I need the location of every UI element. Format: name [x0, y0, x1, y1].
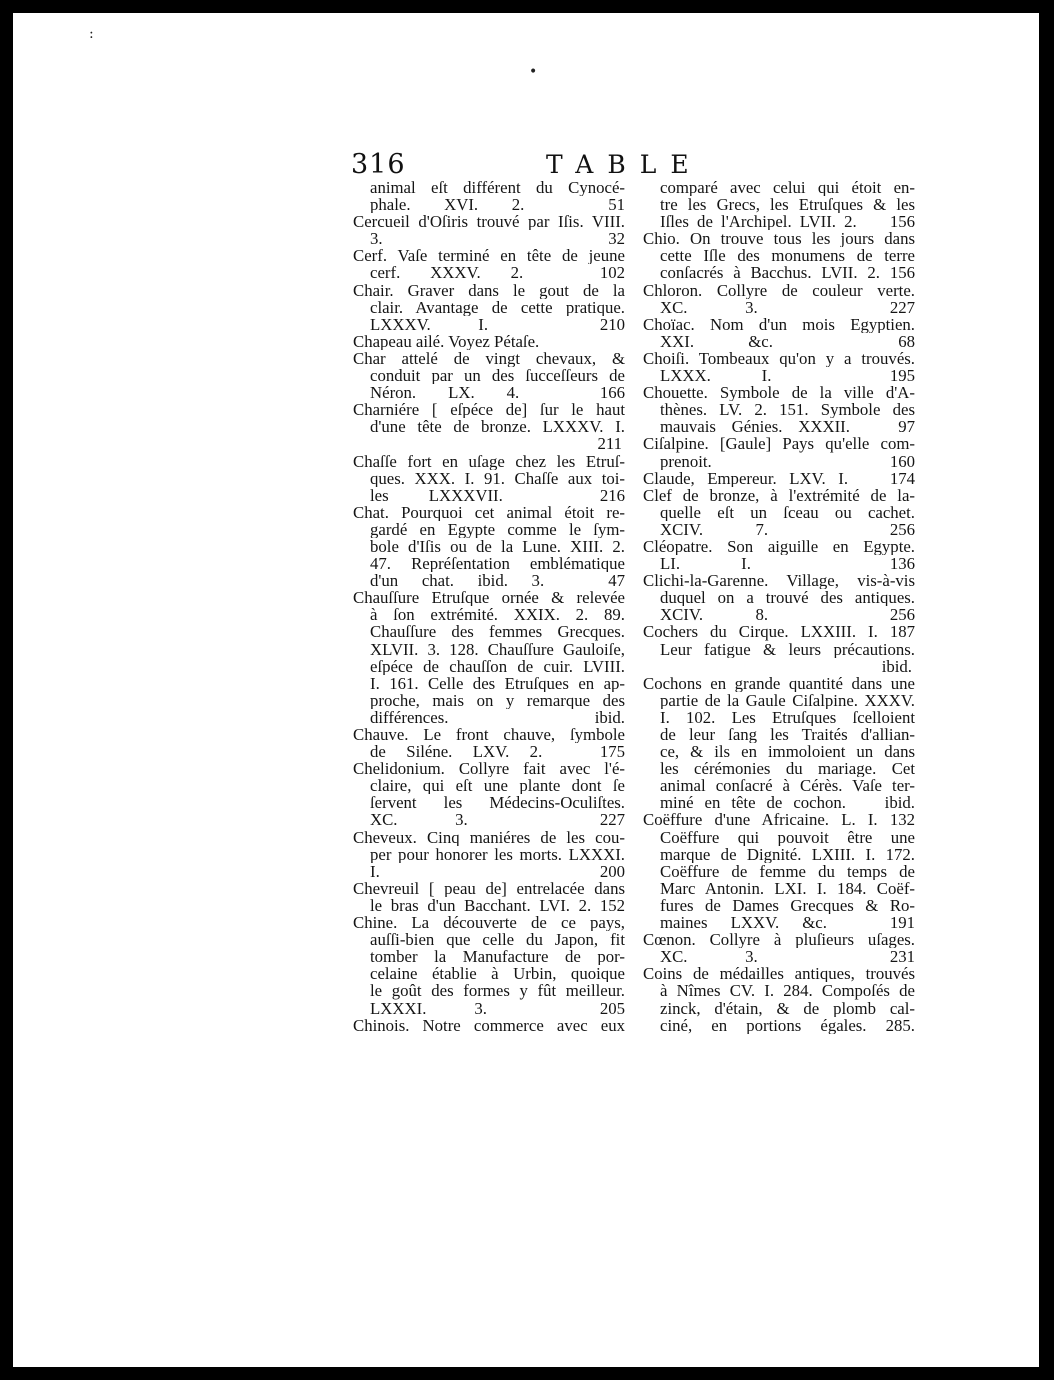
index-continuation-line — [353, 316, 625, 333]
index-entry-line — [643, 487, 915, 504]
index-line-text: duquel on a trouvé des antiques. — [660, 589, 915, 607]
index-line-text: mauvais Génies. XXXII. 97 — [660, 418, 915, 436]
index-continuation-line — [353, 982, 625, 999]
index-line-text: miné en tête de cochon. ibid. — [660, 794, 915, 812]
index-continuation-line — [353, 897, 625, 914]
index-line-text: Cœnon. Collyre à pluſieurs uſages. — [643, 931, 915, 949]
index-line-text: LXXX. I. 195 — [660, 367, 915, 385]
index-continuation-line — [643, 641, 915, 658]
index-continuation-line — [643, 1000, 915, 1017]
index-entry-line — [353, 333, 625, 350]
index-line-text: prenoit. 160 — [660, 452, 915, 470]
index-continuation-line — [643, 213, 915, 230]
index-continuation-line — [353, 709, 625, 726]
index-line-text: d'une tête de bronze. LXXXV. I. — [370, 418, 625, 436]
index-line-text: XCIV. 7. 256 — [660, 520, 915, 538]
index-line-text: Choiſi. Tombeaux qu'on y a trouvés. — [643, 349, 915, 368]
index-entry-line — [353, 350, 625, 367]
index-line-text: Chauſſure des femmes Grecques. — [370, 623, 625, 641]
running-head: TABLE — [546, 150, 703, 179]
index-line-text: ſervent les Médecins-Oculiſtes. — [370, 794, 625, 812]
index-line-text: celaine établie à Urbin, quoique — [370, 965, 625, 983]
index-column-right — [643, 179, 915, 1034]
index-line-text: animal eſt différent du Cynocé- — [370, 179, 625, 197]
index-continuation-line — [643, 401, 915, 418]
index-continuation-line — [643, 658, 915, 675]
margin-dot: • — [529, 64, 538, 80]
index-line-text: Ciſalpine. [Gaule] Pays qu'elle com- — [643, 435, 915, 453]
index-entry-line — [353, 589, 625, 606]
index-line-text: ibid. — [881, 657, 912, 675]
index-line-text: différences. ibid. — [370, 708, 625, 726]
index-continuation-line — [643, 521, 915, 538]
index-line-text: ques. XXX. I. 91. Chaſſe aux toi- — [370, 469, 625, 487]
index-entry-line — [353, 829, 625, 846]
index-line-text: cerf. XXXV. 2. 102 — [370, 264, 625, 282]
index-continuation-line — [643, 264, 915, 281]
index-line-text: zinck, d'étain, & de plomb cal- — [660, 999, 915, 1017]
index-line-text: Cochers du Cirque. LXXIII. I. 187 — [643, 623, 915, 641]
index-entry-line — [643, 384, 915, 401]
index-continuation-line — [353, 794, 625, 811]
index-line-text: le goût des formes y fût meilleur. — [370, 982, 625, 1000]
index-continuation-line — [353, 196, 625, 213]
index-continuation-line — [643, 247, 915, 264]
index-line-text: Chevreuil [ peau de] entrelacée dans — [353, 879, 625, 897]
index-line-text: bole d'Iſis ou de la Lune. XIII. 2. — [370, 537, 625, 556]
index-entry-line — [353, 453, 625, 470]
index-line-text: Leur fatigue & leurs précautions. — [660, 640, 915, 658]
index-line-text: 47. Repréſentation emblématique — [370, 555, 625, 573]
index-line-text: quelle eſt un ſceau ou cachet. — [660, 503, 915, 521]
index-continuation-line — [353, 965, 625, 982]
index-entry-line — [353, 504, 625, 521]
index-line-text: proche, mais on y remarque des — [370, 691, 625, 709]
index-line-text: Chloron. Collyre de couleur verte. — [643, 281, 915, 299]
index-entry-line — [643, 572, 915, 589]
index-entry-line — [643, 230, 915, 247]
index-continuation-line — [353, 931, 625, 948]
index-continuation-line — [353, 1000, 625, 1017]
index-line-text: LXXXV. I. 210 — [370, 315, 625, 333]
index-line-text: de leur ſang les Traités d'allian- — [660, 726, 915, 744]
index-line-text: 3. 32 — [370, 230, 625, 248]
index-entry-line — [643, 470, 915, 487]
index-line-text: I. 200 — [370, 862, 625, 880]
index-continuation-line — [643, 914, 915, 931]
index-line-text: Chouette. Symbole de la ville d'A- — [643, 384, 915, 402]
index-continuation-line — [353, 179, 625, 196]
index-continuation-line — [643, 555, 915, 572]
index-line-text: marque de Dignité. LXIII. I. 172. — [660, 845, 915, 863]
index-line-text: Coëffure d'une Africaine. L. I. 132 — [643, 811, 915, 829]
index-line-text: animal conſacré à Cérès. Vaſe ter- — [660, 777, 915, 795]
index-continuation-line — [643, 367, 915, 384]
index-continuation-line — [643, 982, 915, 999]
index-entry-line — [643, 675, 915, 692]
index-line-text: Cercueil d'Oſiris trouvé par Iſis. VIII. — [353, 213, 625, 231]
index-continuation-line — [353, 743, 625, 760]
index-entry-line — [643, 931, 915, 948]
book-page — [13, 13, 1039, 1367]
index-continuation-line — [643, 179, 915, 196]
index-line-text: XCIV. 8. 256 — [660, 606, 915, 624]
index-continuation-line — [353, 692, 625, 709]
index-continuation-line — [353, 487, 625, 504]
index-line-text: conſacrés à Bacchus. LVII. 2. 156 — [660, 264, 915, 282]
index-continuation-line — [353, 846, 625, 863]
index-entry-line — [643, 538, 915, 555]
index-line-text: XLVII. 3. 128. Chauſſure Gauloiſe, — [370, 640, 625, 658]
index-continuation-line — [353, 777, 625, 794]
index-line-text: Claude, Empereur. LXV. I. 174 — [643, 469, 915, 487]
index-line-text: Chapeau ailé. Voyez Pétaſe. — [353, 332, 540, 350]
index-line-text: Cléopatre. Son aiguille en Egypte. — [643, 537, 915, 556]
index-line-text: Chinois. Notre commerce avec eux — [353, 1016, 625, 1034]
index-line-text: Clichi-la-Garenne. Village, vis-à-vis — [643, 572, 915, 590]
index-entry-line — [353, 213, 625, 230]
index-line-text: Chair. Graver dans le gout de la — [353, 281, 625, 299]
index-line-text: conduit par un des ſucceſſeurs de — [370, 367, 625, 385]
index-continuation-line — [353, 811, 625, 828]
index-entry-line — [353, 914, 625, 931]
index-continuation-line — [643, 880, 915, 897]
index-entry-line — [353, 760, 625, 777]
index-continuation-line — [353, 658, 625, 675]
index-line-text: XC. 3. 231 — [660, 948, 915, 966]
index-continuation-line — [353, 470, 625, 487]
index-line-text: Iſles de l'Archipel. LVII. 2. 156 — [660, 213, 915, 231]
index-line-text: fures de Dames Grecques & Ro- — [660, 896, 915, 915]
index-line-text: à ſon extrémité. XXIX. 2. 89. — [370, 606, 625, 624]
index-entry-line — [643, 350, 915, 367]
index-continuation-line — [353, 555, 625, 572]
index-continuation-line — [353, 572, 625, 589]
index-line-text: LXXXI. 3. 205 — [370, 999, 625, 1017]
index-line-text: gardé en Egypte comme le ſym- — [370, 520, 625, 538]
index-continuation-line — [643, 846, 915, 863]
index-continuation-line — [353, 948, 625, 965]
index-entry-line — [353, 282, 625, 299]
index-line-text: Cerf. Vaſe terminé en tête de jeune — [353, 247, 625, 265]
index-continuation-line — [643, 606, 915, 623]
index-continuation-line — [643, 299, 915, 316]
index-entry-line — [643, 811, 915, 828]
index-continuation-line — [643, 196, 915, 213]
index-line-text: tomber la Manufacture de por- — [370, 948, 625, 966]
index-continuation-line — [353, 606, 625, 623]
index-continuation-line — [643, 453, 915, 470]
index-line-text: les cérémonies du mariage. Cet — [660, 760, 915, 778]
index-line-text: Coins de médailles antiques, trouvés — [643, 965, 915, 983]
index-line-text: Chine. La découverte de ce pays, — [353, 914, 625, 932]
index-line-text: les LXXXVII. 216 — [370, 486, 625, 504]
index-continuation-line — [643, 794, 915, 811]
index-line-text: Chat. Pourquoi cet animal étoit re- — [353, 503, 625, 521]
index-line-text: Chio. On trouve tous les jours dans — [643, 230, 915, 248]
index-entry-line — [643, 965, 915, 982]
index-line-text: Clef de bronze, à l'extrémité de la- — [643, 486, 915, 504]
index-continuation-line — [353, 538, 625, 555]
index-continuation-line — [353, 230, 625, 247]
index-line-text: Cheveux. Cinq maniéres de les cou- — [353, 828, 625, 846]
index-entry-line — [353, 726, 625, 743]
index-line-text: tre les Grecs, les Etruſques & les — [660, 196, 915, 214]
index-line-text: Coëffure de femme du temps de — [660, 862, 915, 880]
index-line-text: Coëffure qui pouvoit être une — [660, 828, 915, 846]
index-line-text: ciné, en portions égales. 285. — [660, 1016, 915, 1034]
index-line-text: Néron. LX. 4. 166 — [370, 384, 625, 402]
index-entry-line — [643, 435, 915, 452]
index-continuation-line — [643, 1017, 915, 1034]
index-entry-line — [643, 316, 915, 333]
index-line-text: partie de la Gaule Ciſalpine. XXXV. — [660, 691, 915, 709]
index-continuation-line — [353, 418, 625, 435]
index-line-text: le bras d'un Bacchant. LVI. 2. 152 — [370, 896, 625, 915]
index-line-text: XC. 3. 227 — [370, 811, 625, 829]
index-line-text: XC. 3. 227 — [660, 298, 915, 316]
index-entry-line — [643, 282, 915, 299]
index-continuation-line — [643, 777, 915, 794]
index-continuation-line — [353, 435, 625, 452]
index-line-text: I. 102. Les Etruſques ſcelloient — [660, 708, 915, 726]
index-line-text: Chaſſe fort en uſage chez les Etruſ- — [353, 452, 625, 470]
index-continuation-line — [353, 623, 625, 640]
index-continuation-line — [643, 948, 915, 965]
index-continuation-line — [643, 333, 915, 350]
index-continuation-line — [643, 418, 915, 435]
index-continuation-line — [643, 504, 915, 521]
index-line-text: Chauve. Le front chauve, ſymbole — [353, 726, 625, 744]
index-line-text: I. 161. Celle des Etruſques en ap- — [370, 674, 625, 692]
index-continuation-line — [353, 521, 625, 538]
index-line-text: Charniére [ eſpéce de] ſur le haut — [353, 401, 625, 419]
margin-mark: : — [89, 26, 94, 42]
page-number: 316 — [351, 149, 406, 180]
index-line-text: Choïac. Nom d'un mois Egyptien. — [643, 315, 915, 333]
index-continuation-line — [353, 264, 625, 281]
index-entry-line — [353, 1017, 625, 1034]
index-line-text: claire, qui eſt une plante dont ſe — [370, 777, 625, 795]
index-line-text: thènes. LV. 2. 151. Symbole des — [660, 401, 915, 419]
index-continuation-line — [353, 367, 625, 384]
index-continuation-line — [643, 709, 915, 726]
index-entry-line — [353, 401, 625, 418]
index-line-text: ce, & ils en immoloient un dans — [660, 743, 915, 761]
index-line-text: eſpéce de chauſſon de cuir. LVIII. — [370, 657, 625, 675]
index-entry-line — [353, 880, 625, 897]
index-line-text: Chelidonium. Collyre fait avec l'é- — [353, 760, 625, 778]
index-continuation-line — [643, 897, 915, 914]
index-line-text: maines LXXV. &c. 191 — [660, 914, 915, 932]
index-line-text: cette Iſle des monumens de terre — [660, 247, 915, 265]
index-line-text: LI. I. 136 — [660, 555, 915, 573]
index-continuation-line — [643, 692, 915, 709]
index-continuation-line — [643, 589, 915, 606]
index-continuation-line — [643, 743, 915, 760]
index-entry-line — [353, 247, 625, 264]
index-line-text: Char attelé de vingt chevaux, & — [353, 349, 625, 368]
index-continuation-line — [643, 760, 915, 777]
index-continuation-line — [353, 299, 625, 316]
index-line-text: de Siléne. LXV. 2. 175 — [370, 743, 625, 761]
index-continuation-line — [643, 829, 915, 846]
index-continuation-line — [353, 384, 625, 401]
index-continuation-line — [353, 863, 625, 880]
index-line-text: comparé avec celui qui étoit en- — [660, 179, 915, 197]
index-line-text: d'un chat. ibid. 3. 47 — [370, 572, 625, 590]
index-line-text: Marc Antonin. LXI. I. 184. Coëf- — [660, 879, 915, 897]
index-column-left — [353, 179, 625, 1034]
index-line-text: phale. XVI. 2. 51 — [370, 196, 625, 214]
index-line-text: auſſi-bien que celle du Japon, fit — [370, 931, 625, 949]
index-continuation-line — [353, 641, 625, 658]
index-entry-line — [643, 623, 915, 640]
index-line-text: Chauſſure Etruſque ornée & relevée — [353, 589, 625, 607]
index-line-text: per pour honorer les morts. LXXXI. — [370, 845, 625, 863]
index-line-text: XXI. &c. 68 — [660, 332, 915, 350]
index-continuation-line — [353, 675, 625, 692]
index-line-text: 211 — [597, 435, 622, 453]
index-line-text: clair. Avantage de cette pratique. — [370, 298, 625, 316]
index-continuation-line — [643, 726, 915, 743]
index-line-text: Cochons en grande quantité dans une — [643, 674, 915, 692]
index-line-text: à Nîmes CV. I. 284. Compoſés de — [660, 982, 915, 1000]
index-continuation-line — [643, 863, 915, 880]
